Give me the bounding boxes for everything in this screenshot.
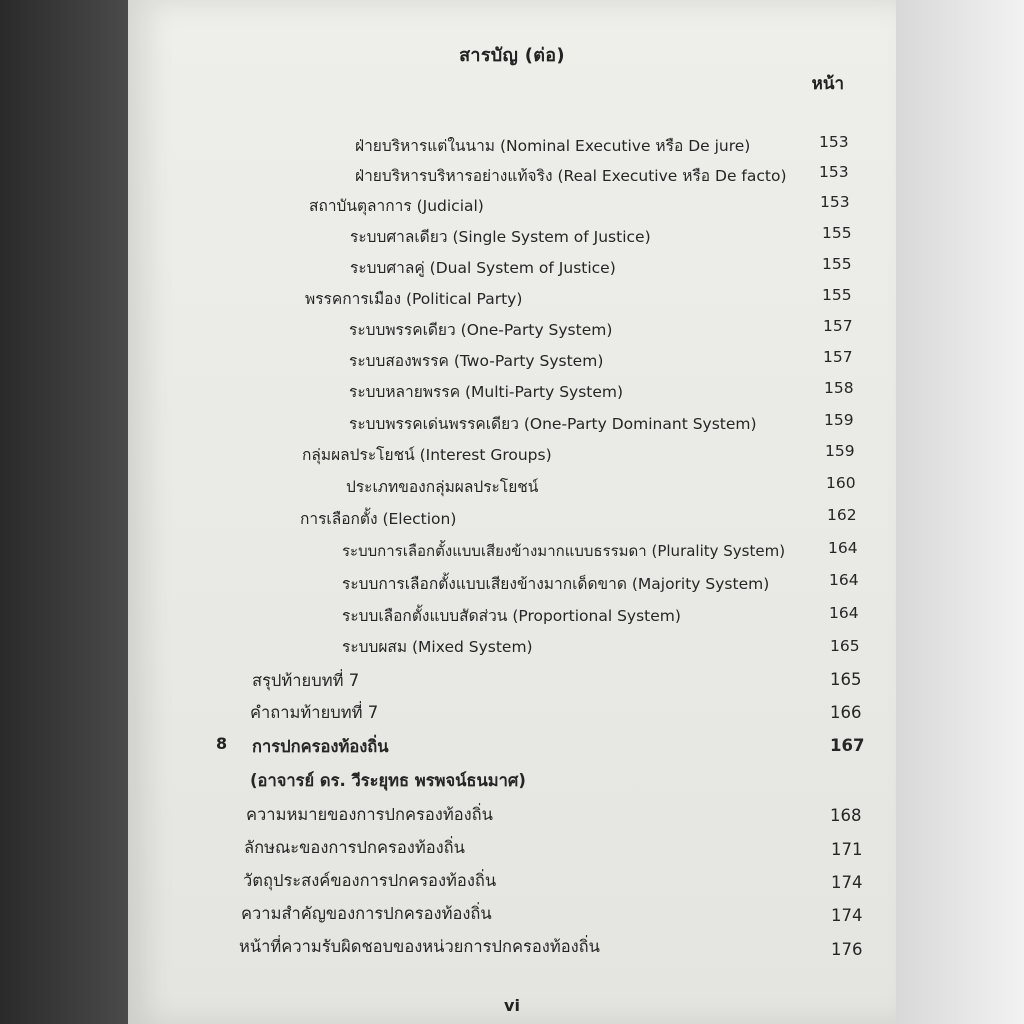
- toc-entry-page: 153: [820, 193, 850, 211]
- toc-entry-text: คำถามท้ายบทที่ 7: [250, 703, 379, 722]
- book-page: [128, 0, 896, 1024]
- toc-entry-page: 164: [829, 604, 859, 622]
- toc-entry-text: สถาบันตุลาการ (Judicial): [309, 197, 484, 215]
- toc-entry-page: 159: [824, 411, 854, 429]
- toc-entry-page: 159: [825, 442, 855, 460]
- chapter-title: การปกครองท้องถิ่น: [252, 737, 389, 756]
- page-column-header: หน้า: [811, 74, 844, 94]
- toc-entry-page: 155: [822, 286, 852, 304]
- toc-entry-page: 155: [822, 255, 852, 273]
- toc-entry-page: 153: [819, 133, 849, 151]
- toc-entry-page: 166: [830, 703, 862, 722]
- toc-entry-text: ระบบเลือกตั้งแบบสัดส่วน (Proportional System): [342, 607, 681, 625]
- toc-entry-text: ประเภทของกลุ่มผลประโยชน์: [346, 478, 539, 496]
- chapter-author: (อาจารย์ ดร. วีระยุทธ พรพจน์ธนมาศ): [250, 771, 526, 790]
- toc-entry-text: ระบบศาลคู่ (Dual System of Justice): [350, 259, 616, 277]
- toc-entry-text: ลักษณะของการปกครองท้องถิ่น: [244, 838, 465, 857]
- toc-entry-text: ระบบหลายพรรค (Multi-Party System): [349, 383, 624, 401]
- toc-entry-text: ระบบการเลือกตั้งแบบเสียงข้างมากแบบธรรมดา (Plurality System): [342, 542, 786, 560]
- toc-entry-page: 157: [823, 317, 853, 335]
- background-right: [896, 0, 1024, 1024]
- toc-entry-page: 153: [819, 163, 849, 181]
- toc-entry-page: 165: [830, 670, 862, 689]
- toc-entry-text: ฝ่ายบริหารบริหารอย่างแท้จริง (Real Executive หรือ De facto): [355, 167, 787, 185]
- toc-entry-text: ความสำคัญของการปกครองท้องถิ่น: [241, 904, 492, 923]
- toc-entry-text: ระบบผสม (Mixed System): [342, 638, 533, 656]
- toc-entry-text: วัตถุประสงค์ของการปกครองท้องถิ่น: [243, 871, 497, 890]
- toc-entry-text: ระบบการเลือกตั้งแบบเสียงข้างมากเด็ดขาด (Majority System): [342, 575, 770, 593]
- toc-entry-text: ความหมายของการปกครองท้องถิ่น: [246, 805, 493, 824]
- toc-entry-page: 164: [828, 539, 858, 557]
- footer-page-number: vi: [504, 996, 520, 1015]
- toc-entry-page: 155: [822, 224, 852, 242]
- toc-entry-page: 168: [830, 806, 862, 825]
- toc-entry-text: ระบบพรรคเดียว (One-Party System): [349, 321, 613, 339]
- toc-entry-text: กลุ่มผลประโยชน์ (Interest Groups): [302, 446, 552, 464]
- toc-entry-text: ฝ่ายบริหารแต่ในนาม (Nominal Executive หรือ De jure): [355, 137, 751, 155]
- toc-entry-text: ระบบสองพรรค (Two-Party System): [349, 352, 604, 370]
- chapter-number: 8: [216, 734, 228, 753]
- toc-entry-page: 157: [823, 348, 853, 366]
- toc-entry-text: หน้าที่ความรับผิดชอบของหน่วยการปกครองท้องถิ่น: [239, 937, 600, 956]
- chapter-page: 167: [830, 736, 865, 755]
- toc-entry-text: ระบบศาลเดียว (Single System of Justice): [350, 228, 651, 246]
- toc-entry-text: สรุปท้ายบทที่ 7: [252, 671, 360, 690]
- toc-entry-page: 165: [830, 637, 860, 655]
- toc-entry-page: 164: [829, 571, 859, 589]
- toc-entry-page: 174: [831, 873, 863, 892]
- toc-title: สารบัญ (ต่อ): [459, 45, 565, 66]
- toc-entry-page: 171: [831, 840, 863, 859]
- toc-entry-page: 162: [827, 506, 857, 524]
- toc-entry-page: 158: [824, 379, 854, 397]
- toc-entry-page: 176: [831, 940, 863, 959]
- toc-entry-page: 174: [831, 906, 863, 925]
- toc-entry-text: การเลือกตั้ง (Election): [300, 510, 457, 528]
- toc-entry-text: ระบบพรรคเด่นพรรคเดียว (One-Party Dominant System): [349, 415, 757, 433]
- background-left: [0, 0, 128, 1024]
- toc-entry-page: 160: [826, 474, 856, 492]
- toc-entry-text: พรรคการเมือง (Political Party): [305, 290, 523, 308]
